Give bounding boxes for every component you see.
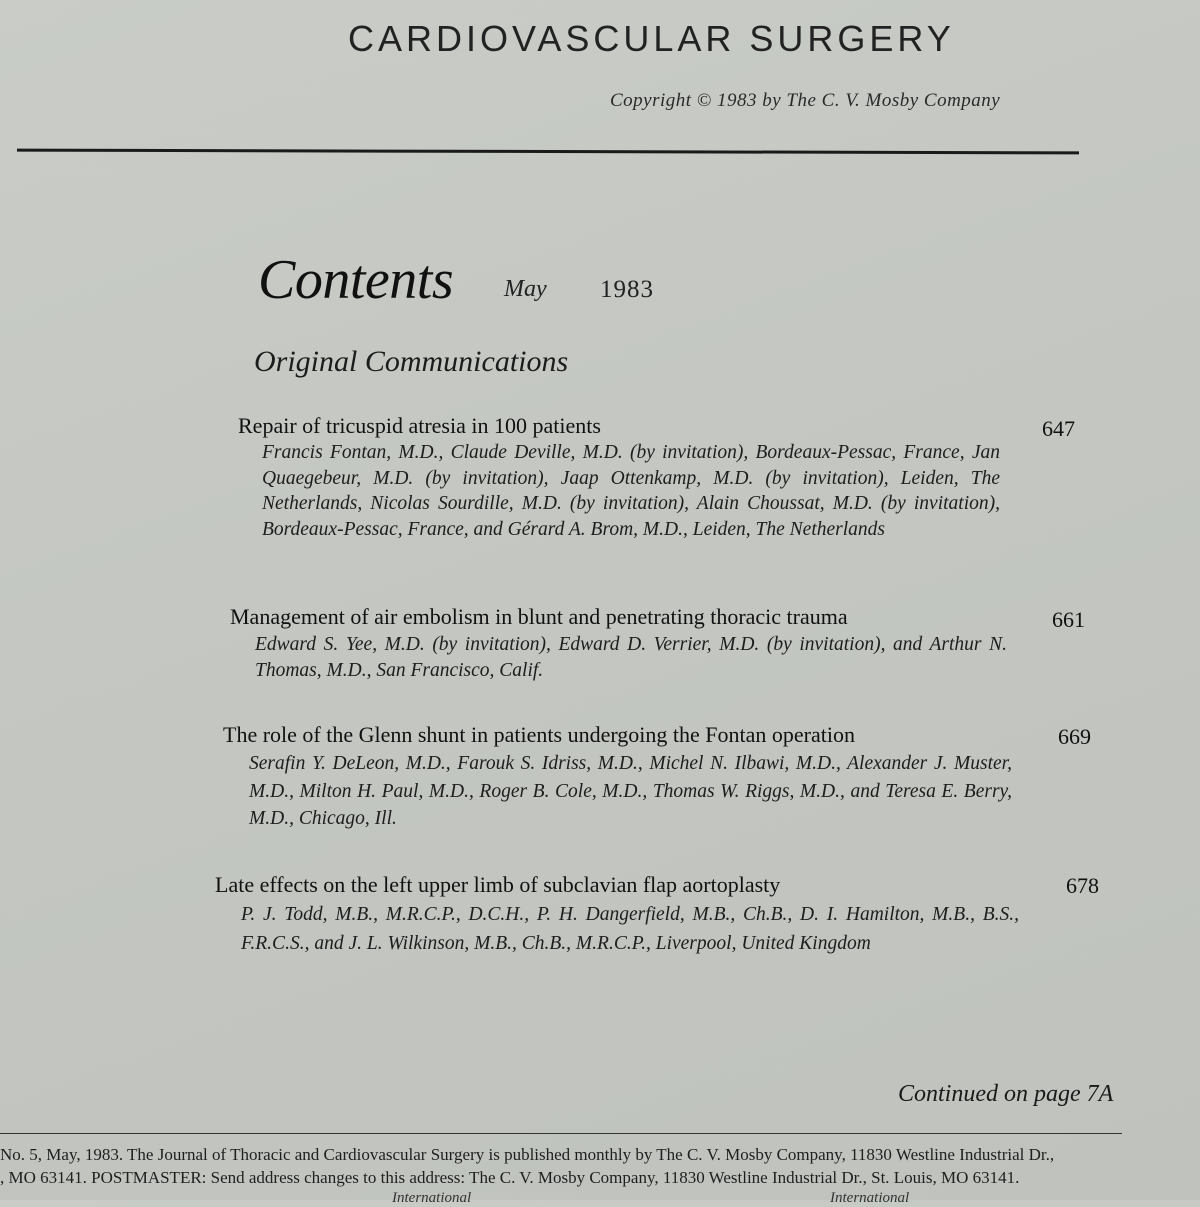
continued-note: Continued on page 7A [898,1081,1114,1107]
article-authors: Edward S. Yee, M.D. (by invitation), Edward D. Verrier, M.D. (by invitation), and Arthur N. Thomas, M.D., San Francisco, Calif. [255,634,1007,681]
issue-year: 1983 [600,276,654,303]
copyright-notice: Copyright © 1983 by The C. V. Mosby Company [610,90,1001,111]
section-heading: Original Communications [254,345,569,378]
article-title[interactable]: Repair of tricuspid atresia in 100 patients [238,413,601,438]
issue-month: May [504,276,547,302]
article-title[interactable]: Late effects on the left upper limb of subclavian flap aortoplasty [215,872,781,897]
article-page-number: 647 [1042,416,1075,441]
article-page-number: 669 [1058,724,1091,749]
contents-heading: Contents [258,249,454,311]
footer-cut-text: International [392,1190,472,1206]
postmaster-notice-line: , MO 63141. POSTMASTER: Send address changes to this address: The C. V. Mosby Company, 11830 Westline Industrial Dr., St. Louis, MO 63141. [0,1168,1020,1187]
article-page-number: 661 [1052,607,1085,632]
article-title[interactable]: Management of air embolism in blunt and penetrating thoracic trauma [230,604,848,629]
journal-title: CARDIOVASCULAR SURGERY [348,18,955,59]
article-page-number: 678 [1066,873,1099,898]
publication-notice-line: No. 5, May, 1983. The Journal of Thoracic and Cardiovascular Surgery is published monthly by The C. V. Mosby Company, 11830 Westline Industrial Dr., [0,1145,1055,1164]
article-authors: Serafin Y. DeLeon, M.D., Farouk S. Idriss, M.D., Michel N. Ilbawi, M.D., Alexander J. Muster, M.D., Milton H. Paul, M.D., Roger B. Cole, M.D., Thomas W. Riggs, M.D., and Teresa E. Berry, M.D., Chicago, Ill. [249,753,1012,829]
article-authors: Francis Fontan, M.D., Claude Deville, M.D. (by invitation), Bordeaux-Pessac, France, Jan Quaegebeur, M.D. (by invitation), Jaap Ottenkamp, M.D. (by invitation), Leiden, The Netherlands, Nicolas Sourdille, M.D. (by invitation), Alain Choussat, M.D. (by invitation), Bordeaux-Pessac, France, and Gérard A. Brom, M.D., Leiden, The Netherlands [262,442,1000,540]
header-rule [17,149,1079,155]
article-authors: P. J. Todd, M.B., M.R.C.P., D.C.H., P. H. Dangerfield, M.B., Ch.B., D. I. Hamilton, M.B., B.S., F.R.C.S., and J. L. Wilkinson, M.B., Ch.B., M.R.C.P., Liverpool, United Kingdom [241,904,1019,954]
article-title[interactable]: The role of the Glenn shunt in patients undergoing the Fontan operation [223,722,855,747]
journal-page [12,0,1200,1200]
footer-cut-text: International [830,1190,910,1206]
footer-rule [0,1133,1122,1134]
